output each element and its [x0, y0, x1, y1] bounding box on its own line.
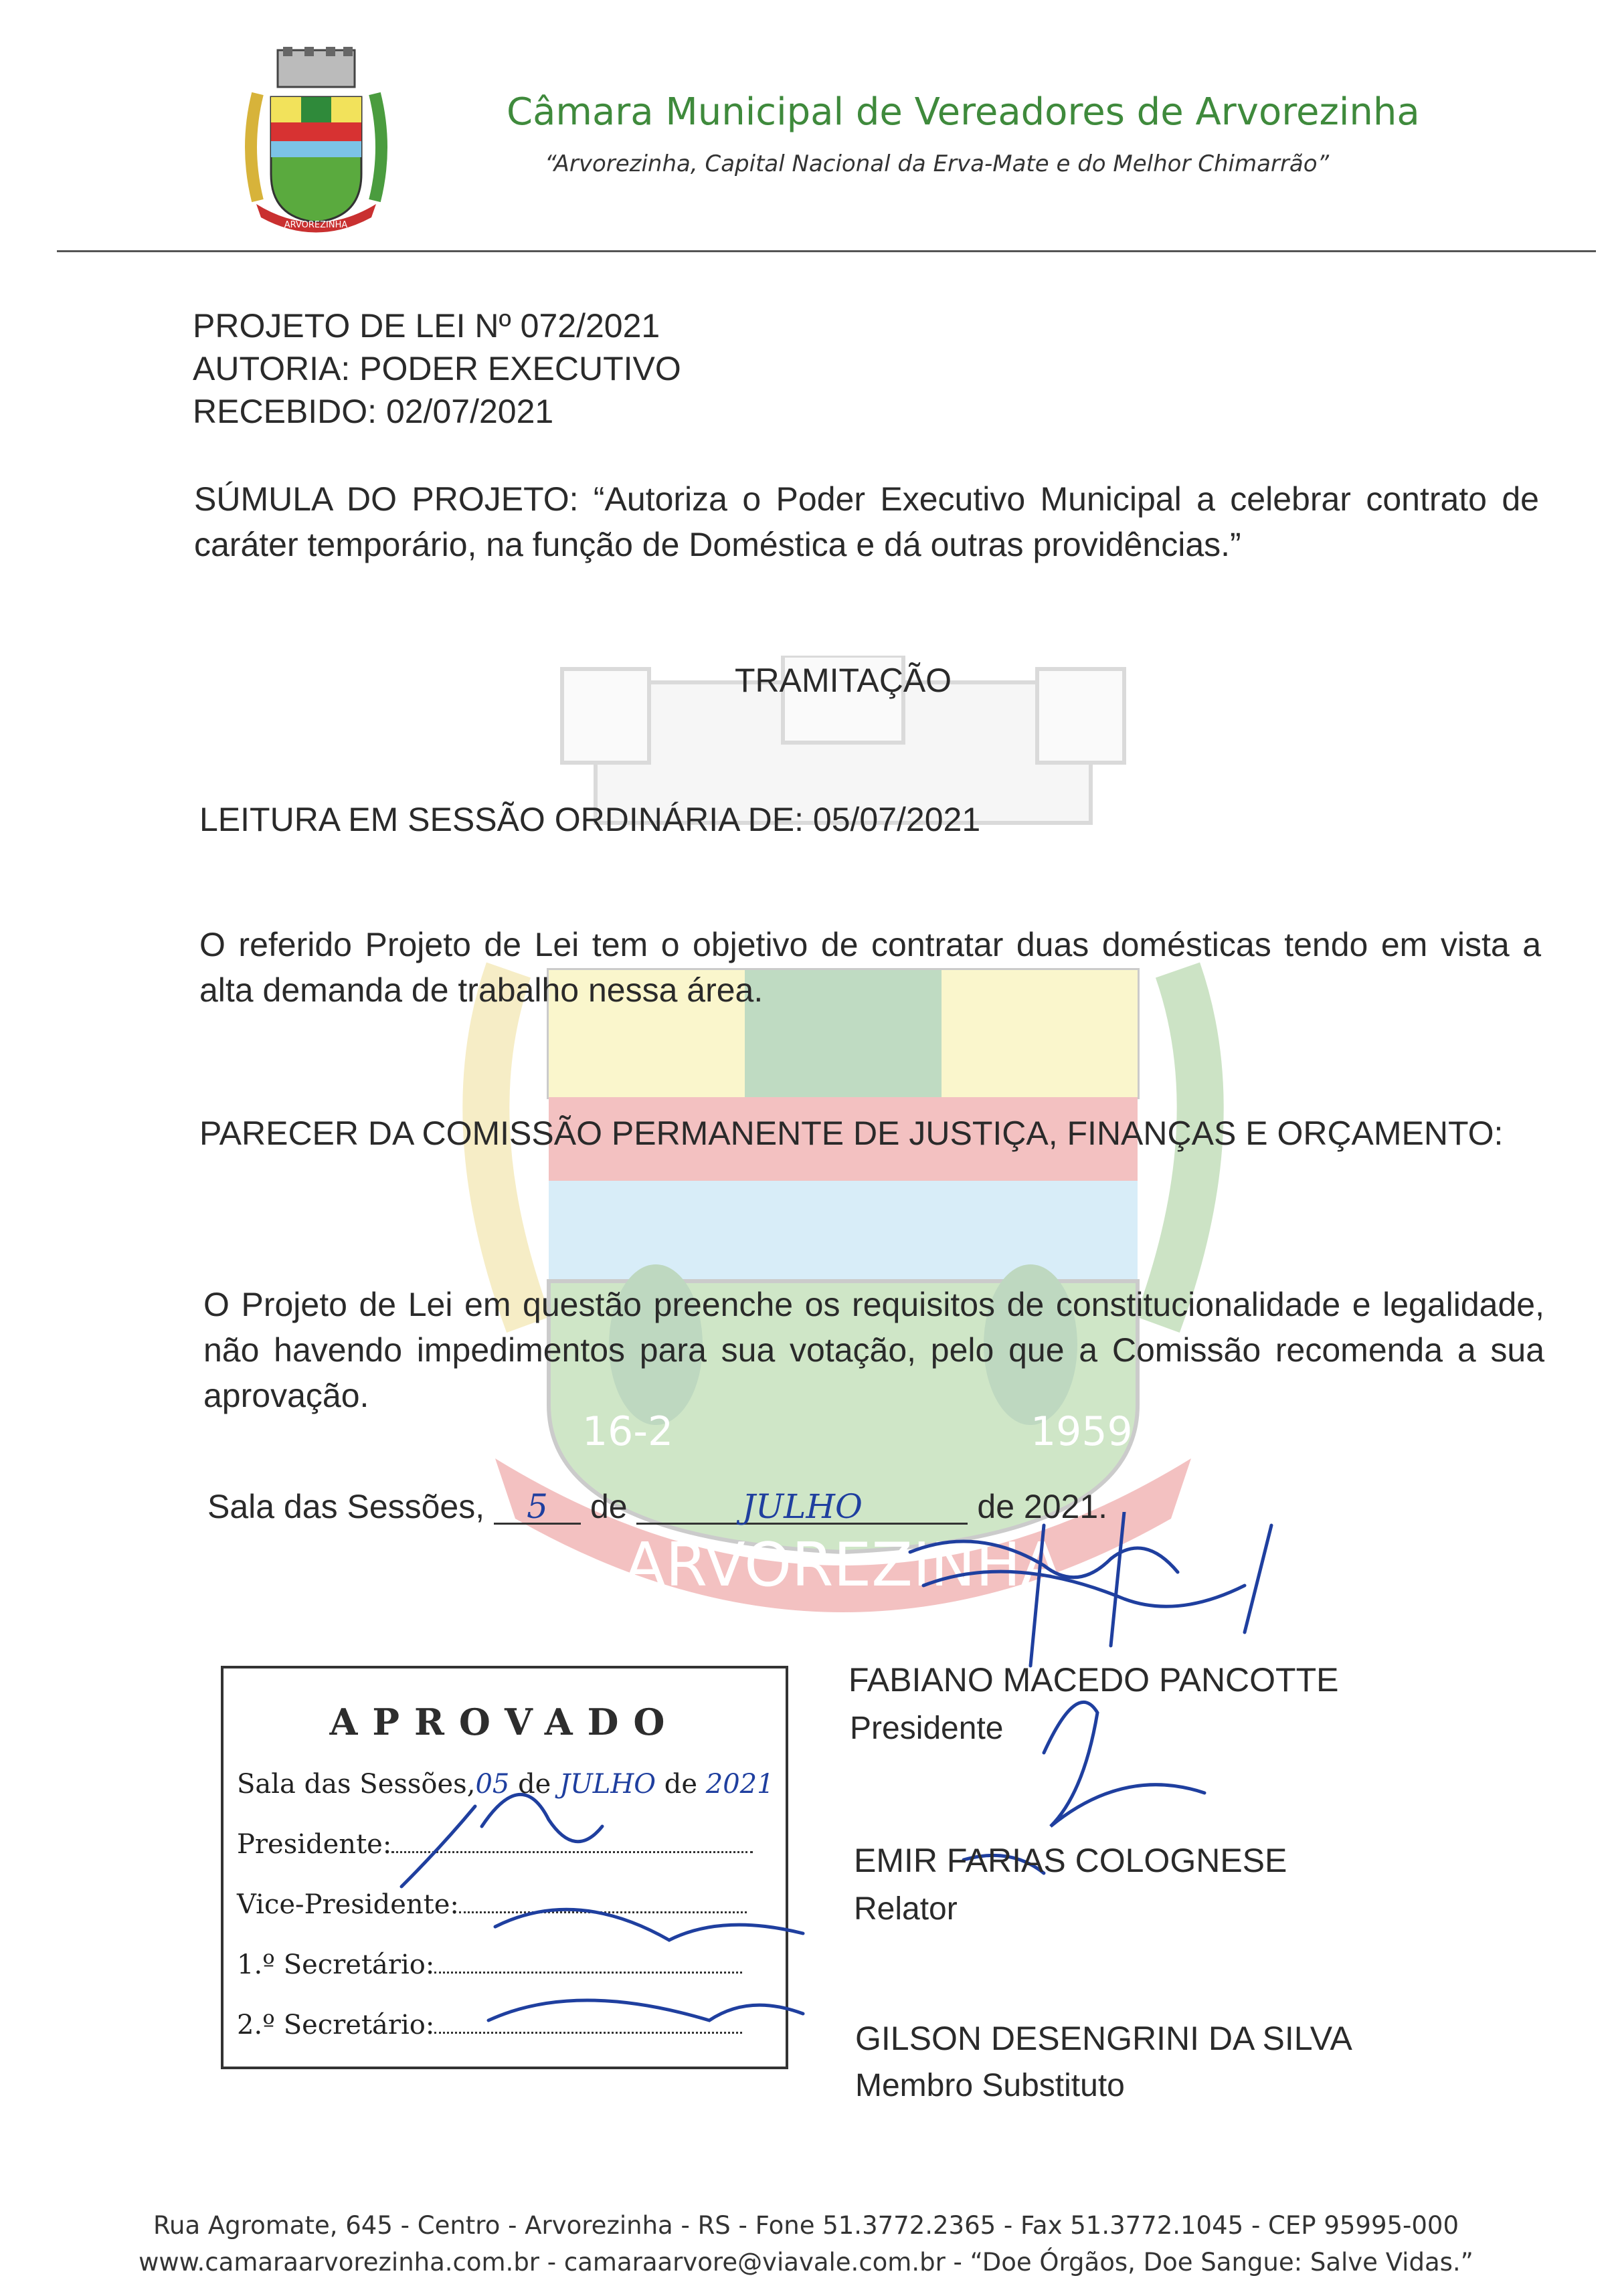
footer-contacts: www.camaraarvorezinha.com.br - camaraarvore@viavale.com.br - “Doe Órgãos, Doe Sangue: Salve Vidas.”: [139, 2248, 1473, 2277]
signatory-2-role: Relator: [854, 1891, 958, 1927]
stamp-vice-president-label: Vice-Presidente:: [237, 1889, 459, 1920]
bill-summary: SÚMULA DO PROJETO: “Autoriza o Poder Executivo Municipal a celebrar contrato de caráter temporário, na função de Doméstica e dá outras providências.”: [194, 480, 1539, 563]
stamp-session-month: JULHO: [559, 1769, 656, 1800]
crest-ribbon-text: ARVOREZINHA: [284, 220, 348, 230]
stamp-session-label: Sala das Sessões,: [237, 1769, 476, 1800]
institution-motto: “Arvorezinha, Capital Nacional da Erva-Mate e do Melhor Chimarrão”: [545, 151, 1330, 177]
stamp-title: APROVADO: [329, 1701, 680, 1743]
signatory-3-name: GILSON DESENGRINI DA SILVA: [855, 2020, 1352, 2057]
session-reading: LEITURA EM SESSÃO ORDINÁRIA DE: 05/07/2021: [199, 801, 981, 838]
committee-opinion-heading: PARECER DA COMISSÃO PERMANENTE DE JUSTIÇA, FINANÇAS E ORÇAMENTO:: [199, 1115, 1504, 1152]
bill-authorship: AUTORIA: PODER EXECUTIVO: [193, 350, 681, 387]
committee-opinion-text: O Projeto de Lei em questão preenche os requisitos de constitucionalidade e legalidade, não havendo impedimentos para sua votação, pelo que a Comissão recomenda a sua aprovação.: [203, 1286, 1544, 1414]
date-month: JULHO: [741, 1487, 863, 1526]
bill-objective: O referido Projeto de Lei tem o objetivo de contratar duas domésticas tendo em vista a alta demanda de trabalho nessa área.: [199, 926, 1541, 1009]
tramitacao-heading: TRAMITAÇÃO: [735, 662, 952, 699]
bill-number: PROJETO DE LEI Nº 072/2021: [193, 307, 660, 345]
institution-name: Câmara Municipal de Vereadores de Arvorezinha: [507, 90, 1420, 134]
header-divider: [57, 250, 1596, 252]
bill-received-date: RECEBIDO: 02/07/2021: [193, 393, 554, 430]
watermark-date-right: 1959: [1031, 1408, 1133, 1455]
watermark-date-left: 16-2: [582, 1408, 674, 1455]
signatory-1-role: Presidente: [850, 1711, 1004, 1746]
date-of: de: [590, 1488, 628, 1525]
signatory-3-role: Membro Substituto: [855, 2068, 1125, 2103]
stamp-second-secretary-label: 2.º Secretário:: [237, 2010, 435, 2040]
stamp-session-year: 2021: [705, 1769, 774, 1800]
date-prefix: Sala das Sessões,: [207, 1488, 485, 1525]
stamp-session-de2: de: [664, 1769, 698, 1800]
signatory-1-name: FABIANO MACEDO PANCOTTE: [848, 1661, 1339, 1699]
stamp-session-de1: de: [518, 1769, 551, 1800]
stamp-president-label: Presidente:: [237, 1829, 392, 1860]
stamp-first-secretary-label: 1.º Secretário:: [237, 1949, 435, 1980]
date-year: de 2021.: [977, 1488, 1108, 1525]
footer-address: Rua Agromate, 645 - Centro - Arvorezinha - RS - Fone 51.3772.2365 - Fax 51.3772.1045 - CEP 95995-000: [153, 2211, 1459, 2240]
watermark-ribbon-text: ARVOREZINHA: [624, 1530, 1063, 1600]
signatory-2-name: EMIR FARIAS COLOGNESE: [854, 1842, 1287, 1879]
date-day: 5: [527, 1487, 548, 1526]
crest-logo: [231, 47, 401, 241]
stamp-session-day: 05: [475, 1769, 510, 1800]
handwritten-signatures: [375, 1512, 1345, 2047]
